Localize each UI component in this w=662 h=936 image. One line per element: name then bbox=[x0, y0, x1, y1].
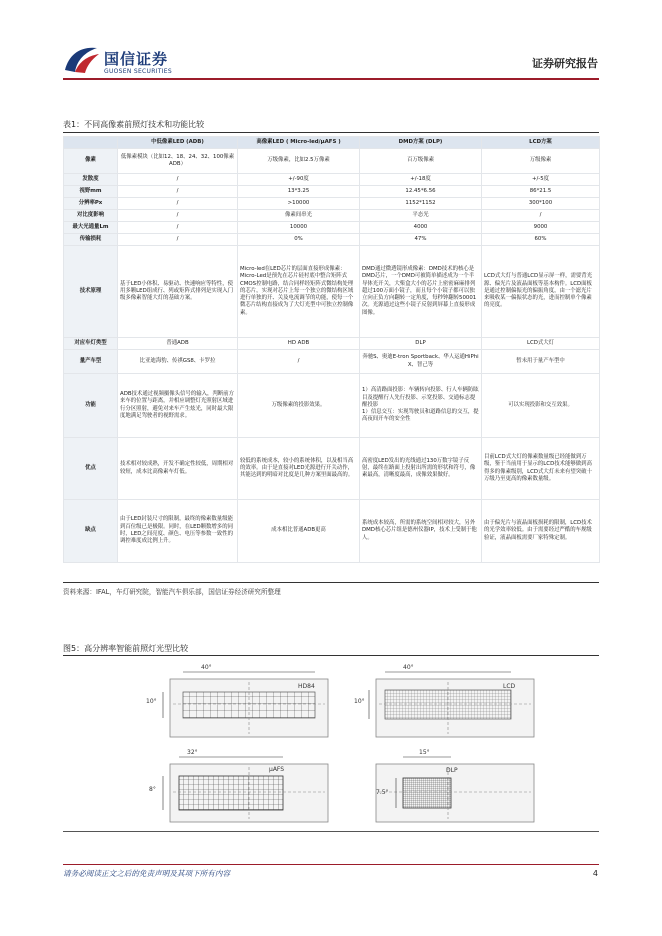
table-header-cell: LCD方案 bbox=[482, 137, 600, 149]
table-cell: 较低的系统成本，较小的系统体积，以及相当高的效率。由于是直接对LED光源进行开关动作，其能达到的明暗对比度是几种方案里面最高的。 bbox=[238, 438, 360, 500]
table-row bbox=[64, 210, 600, 222]
table-cell: 86*21.5 bbox=[482, 186, 600, 198]
footer-divider bbox=[63, 864, 599, 865]
lcd-beam-panel bbox=[354, 664, 534, 737]
table-cell: / bbox=[118, 222, 238, 234]
table1-caption-rule bbox=[63, 132, 599, 133]
table-row bbox=[64, 500, 600, 563]
row-label: 视野mm bbox=[64, 186, 118, 198]
table-header-cell: 中低像素LED (ADB) bbox=[118, 137, 238, 149]
uafs-beam-panel bbox=[149, 749, 328, 822]
uafs-label: μAFS bbox=[269, 766, 285, 773]
table-cell: 47% bbox=[360, 234, 482, 246]
hd84-v-angle: 10° bbox=[146, 698, 157, 705]
row-label: 发散度 bbox=[64, 174, 118, 186]
dlp-v-angle: 7.5° bbox=[376, 789, 389, 796]
table-row bbox=[64, 186, 600, 198]
disclaimer-note: 请务必阅读正文之后的免责声明及其项下所有内容 bbox=[63, 869, 231, 878]
table-header-cell: DMD方案 (DLP) bbox=[360, 137, 482, 149]
table-cell: / bbox=[482, 210, 600, 222]
table-header-cell bbox=[64, 137, 118, 149]
table-row bbox=[64, 174, 600, 186]
uafs-v-angle: 8° bbox=[149, 786, 156, 793]
table-cell: 技术相对较成熟，开发不确定性较低，周期相对较短，成本比高像素车灯低。 bbox=[118, 438, 238, 500]
hd84-h-angle: 40° bbox=[201, 664, 212, 671]
table-cell: 万级像素，比如2.5万像素 bbox=[238, 149, 360, 174]
row-label: 缺点 bbox=[64, 500, 118, 563]
hd84-beam-panel bbox=[146, 664, 328, 737]
lcd-v-angle: 10° bbox=[354, 698, 365, 705]
table-row bbox=[64, 438, 600, 500]
row-label: 功能 bbox=[64, 374, 118, 438]
table-cell: +/-5度 bbox=[482, 174, 600, 186]
row-label: 最大光通量Lm bbox=[64, 222, 118, 234]
table-cell: 平态光 bbox=[360, 210, 482, 222]
dlp-h-angle: 15° bbox=[419, 749, 430, 756]
table-cell: 10000 bbox=[238, 222, 360, 234]
table-cell: 目前LCD式大灯的像素数量级已经能做到万级，鉴于当前用于显示的LCD技术能够做到高得多的像素级别，LCD式大灯未来有望突破十万级乃至更高的像素数量级。 bbox=[482, 438, 600, 500]
table-cell: / bbox=[238, 350, 360, 374]
table-cell: / bbox=[118, 186, 238, 198]
lcd-h-angle: 40° bbox=[403, 664, 414, 671]
table-cell: 低像素模块（比如12、18、24、32、100像素ADB） bbox=[118, 149, 238, 174]
table-cell: Micro-led在LED芯片的层面直接形成像素：Micro-Led是预先在芯片硅衬底中整合矩阵式CMOS控制电路，结合同样经矩阵式微结构处理的芯片，实现对芯片上每一个独立的微结构区域进行单独的开、关及电流调节的功能，使每一个微芯片结构直接成为了大灯光型中可独立控制像素。 bbox=[238, 246, 360, 338]
table-row bbox=[64, 149, 600, 174]
table-cell: / bbox=[118, 210, 238, 222]
table-cell: 奔驰S、奥迪E-tron Sportback、华人运通HiPhi X、智己等 bbox=[360, 350, 482, 374]
table1-caption: 表1：不同高像素前照灯技术和功能比较 bbox=[63, 120, 205, 129]
lcd-label: LCD bbox=[503, 683, 516, 690]
table-cell: LCD式大灯与普通LCD显示屏一样，需要背光源、偏光片及液晶面板等基本构件。LCD面板是通过控制偏振光的偏振角度，由一个滤光片来吸收某一偏振状态的光，进而控制单个像素的亮度。 bbox=[482, 246, 600, 338]
table-cell: 成本相比普通ADB更高 bbox=[238, 500, 360, 563]
table-cell: 百万级像素 bbox=[360, 149, 482, 174]
row-label: 优点 bbox=[64, 438, 118, 500]
figure5-bottom-rule bbox=[63, 831, 599, 832]
source-note: 资料来源：IFAL，车灯研究院，智能汽车俱乐部，国信证券经济研究所整理 bbox=[63, 588, 281, 596]
table-row bbox=[64, 246, 600, 338]
table-cell: 13*3.25 bbox=[238, 186, 360, 198]
dlp-beam-panel bbox=[376, 749, 534, 822]
table-cell: 普通ADB bbox=[118, 338, 238, 350]
table-header-cell: 高像素LED ( Micro-led/μAFS ) bbox=[238, 137, 360, 149]
beam-pattern-figure bbox=[63, 654, 599, 832]
table-cell: >10000 bbox=[238, 198, 360, 210]
table-cell: LCD式大灯 bbox=[482, 338, 600, 350]
table-header-row bbox=[64, 137, 600, 149]
table-cell: +/-90度 bbox=[238, 174, 360, 186]
table-cell: 系统成本较高，所需的系统空间相对较大，另外DMD核心芯片组是德州仪器IP，技术上受制于他人。 bbox=[360, 500, 482, 563]
table-cell: 高密度LED发出的光线通过130万数字镜子反射，最终在路面上投射出所需的形状和符号，像素最高，清晰度最高，成像效果做好。 bbox=[360, 438, 482, 500]
table-cell: / bbox=[118, 174, 238, 186]
table-cell: ADB技术通过视频摄像头信号的输入，判断前方来车的位置与距离，并相应调整灯光照射区域进行分区照射，避免对来车产生炫光，同时最大限度地满足驾驶者的视野需求。 bbox=[118, 374, 238, 438]
table1-bottom-rule bbox=[63, 582, 599, 583]
table-cell: +/-18度 bbox=[360, 174, 482, 186]
table-row bbox=[64, 234, 600, 246]
table-cell: 像素间串光 bbox=[238, 210, 360, 222]
row-label: 对比度影响 bbox=[64, 210, 118, 222]
table-cell: 可以实现投影和交互效果。 bbox=[482, 374, 600, 438]
table-cell: 暂未用于量产车型中 bbox=[482, 350, 600, 374]
row-label: 技术原理 bbox=[64, 246, 118, 338]
table-cell: DMD通过微透镜形成像素：DMD技术的核心是DMD芯片，一个DMD可被简单描述成为一个半导体光开关，大柴盒大小的芯片上密密麻麻排列超过100万面小镜子，而且每个小镜子都可以独立向正负方向翻转一定角度，每秒钟翻转50001次。光源通过这些小镜子反射到屏幕上直接形成图像。 bbox=[360, 246, 482, 338]
table-cell: 比亚迪海豹、传祺GS8、卡罗拉 bbox=[118, 350, 238, 374]
table-row bbox=[64, 350, 600, 374]
uafs-h-angle: 32° bbox=[187, 749, 198, 756]
table-cell: 万级像素 bbox=[482, 149, 600, 174]
table-cell: / bbox=[118, 198, 238, 210]
row-label: 分辨率Px bbox=[64, 198, 118, 210]
table-cell: 万级像素的投影效果。 bbox=[238, 374, 360, 438]
table-cell: 4000 bbox=[360, 222, 482, 234]
table-row bbox=[64, 222, 600, 234]
table-cell: 基于LED小体积、易驱动、快速响应等特性，使用多颗LED组成行、列或矩阵式排列是实现入门级多像素智能大灯的基础方案。 bbox=[118, 246, 238, 338]
table-cell: / bbox=[118, 234, 238, 246]
hd84-label: HD84 bbox=[298, 683, 315, 690]
figure5-caption: 图5：高分辨率智能前照灯光型比较 bbox=[63, 644, 189, 653]
row-label: 对应车灯类型 bbox=[64, 338, 118, 350]
report-type-label: 证券研究报告 bbox=[532, 57, 598, 70]
table-cell: DLP bbox=[360, 338, 482, 350]
table-cell: 300*100 bbox=[482, 198, 600, 210]
table-cell: 0% bbox=[238, 234, 360, 246]
header-divider bbox=[63, 78, 599, 80]
row-label: 像素 bbox=[64, 149, 118, 174]
comparison-table bbox=[63, 136, 600, 563]
table-cell: 由于LED封装尺寸的限制，最终的像素数量级能到百位级已是极限。同时，在LED颗数增多的同时，LED之间亮度、颜色、电压等参数一致性的调控难度成比例上升。 bbox=[118, 500, 238, 563]
guosen-logo-icon bbox=[63, 44, 101, 74]
table-cell: 1）高清路面投影：车辆转向投影、行人车辆防眩目及提醒行人先行投影、示宽投影、交通标志提醒投影 1）信息交互：实现驾驶员和道路信息的交互，提高夜间开车的安全性 bbox=[360, 374, 482, 438]
row-label: 量产车型 bbox=[64, 350, 118, 374]
table-row bbox=[64, 198, 600, 210]
table-cell: 1152*1152 bbox=[360, 198, 482, 210]
page-number: 4 bbox=[592, 869, 598, 878]
brand-name-en: GUOSEN SECURITIES bbox=[104, 68, 173, 75]
table-cell: 9000 bbox=[482, 222, 600, 234]
table-cell: 由于偏光片与液晶面板损耗的限制，LCD技术的光学效率较低。由于需要经过严酷的车规级验证，液晶面板需要厂家特殊定制。 bbox=[482, 500, 600, 563]
row-label: 传输损耗 bbox=[64, 234, 118, 246]
page-header bbox=[0, 0, 662, 80]
table-row bbox=[64, 338, 600, 350]
table-cell: 12.45*6.56 bbox=[360, 186, 482, 198]
table-row bbox=[64, 374, 600, 438]
table-cell: 60% bbox=[482, 234, 600, 246]
table-cell: HD ADB bbox=[238, 338, 360, 350]
dlp-label: DLP bbox=[446, 767, 458, 774]
brand-name-cn: 国信证券 bbox=[104, 50, 169, 68]
